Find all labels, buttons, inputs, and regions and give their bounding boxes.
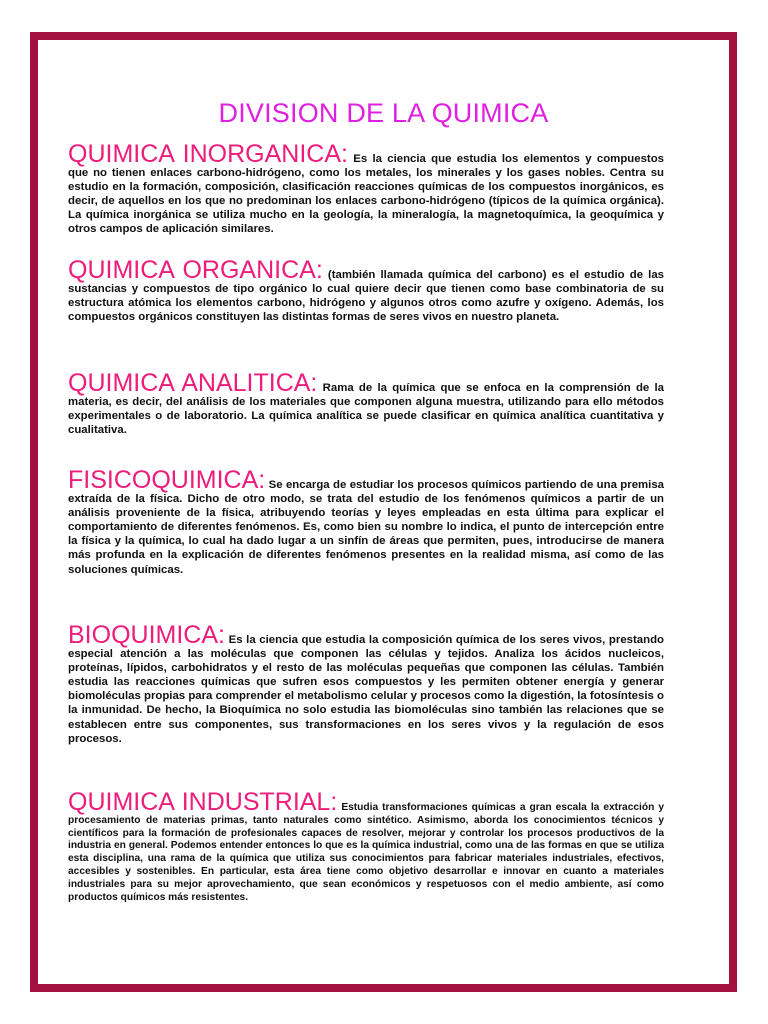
section-body: Rama de la química que se enfoca en la comprensión de la materia, es decir, del análisis de los materiales que componen alguna muestra, utilizando para ello métodos experimentales o de laboratorio. La química analítica se puede clasificar en química analítica cuantitativa y cualitativa. (68, 382, 665, 437)
section-paragraph (68, 790, 664, 904)
section-paragraph (68, 468, 664, 577)
section-quimica-industrial (68, 790, 664, 904)
section-bioquimica (68, 623, 664, 746)
section-paragraph (68, 371, 664, 437)
section-paragraph (68, 258, 664, 324)
section-heading: QUIMICA ANALITICA: (68, 369, 318, 397)
section-body: Estudia transformaciones químicas a gran escala la extracción y procesamiento de materias primas, tanto naturales como sintético. Asimismo, aborda los conocimientos técnicos y científicos para la formación de profesionales capaces de resolver, mejorar y controlar los procesos productivos de la industria en general. Podemos entender entonces lo que es la química industrial, como una de las formas en que se utiliza esta disciplina, una rama de la química que utiliza sus conocimientos para fabricar materiales industriales, efectivos, accesibles y sostenibles. En particular, esta área tiene como objetivo desarrollar e innovar en cuanto a materiales industriales para su mejor aprovechamiento, que sean económicos y respetuosos con el medio ambiente, así como productos químicos más resistentes. (68, 802, 665, 903)
section-body: Es la ciencia que estudia la composición química de los seres vivos, prestando especial atención a las moléculas que componen las células y tejidos. Analiza los ácidos nucleicos, proteínas, lípidos, carbohidratos y el resto de las moléculas pequeñas que componen las células. También estudia las reacciones químicas que sufren esos compuestos y les permiten obtener energía y generar biomoléculas propias para comprender el metabolismo celular y procesos como la digestión, la fotosíntesis o la inmunidad. De hecho, la Bioquímica no solo estudia las biomoléculas sino también las relaciones que se establecen entre sus componentes, sus transformaciones en los seres vivos y la regulación de esos procesos. (68, 634, 664, 745)
section-quimica-organica (68, 258, 664, 324)
section-paragraph (68, 142, 664, 237)
section-heading: QUIMICA ORGANICA: (68, 256, 323, 284)
section-quimica-inorganica (68, 142, 664, 237)
section-fisicoquimica (68, 468, 664, 577)
section-heading: QUIMICA INDUSTRIAL: (68, 788, 338, 816)
page-title: DIVISION DE LA QUIMICA (218, 98, 549, 128)
section-paragraph (68, 623, 664, 746)
section-quimica-analitica (68, 371, 664, 437)
section-body: Se encarga de estudiar los procesos químicos partiendo de una premisa extraída de la física. Dicho de otro modo, se trata del estudio de los fenómenos químicos a partir de un análisis proveniente de la física, atribuyendo teorías y leyes empleadas en esta última para explicar el comportamiento de diferentes fenómenos. Es, como bien su nombre lo indica, el punto de intercepción entre la física y la química, lo cual ha dado lugar a un sinfín de áreas que permiten, pues, introducirse de manera más profunda en la explicación de diferentes fenómenos presentes en la realidad misma, así como de las soluciones químicas. (68, 479, 664, 576)
section-heading: BIOQUIMICA: (68, 621, 225, 649)
section-body: (también llamada química del carbono) es el estudio de las sustancias y compuestos de tipo orgánico lo cual quiere decir que tienen como base combinatoria de su estructura atómica los elementos carbono, hidrógeno y algunos otros como azufre y oxígeno. Además, los compuestos orgánicos constituyen las distintas formas de seres vivos en nuestro planeta. (68, 269, 664, 324)
section-body: Es la ciencia que estudia los elementos y compuestos que no tienen enlaces carbono-hidrógeno, como los metales, los minerales y los gases nobles. Centra su estudio en la formación, composición, clasificación reacciones químicas de los compuestos inorgánicos, es decir, de aquellos en los que no predominan los enlaces carbono-hidrógeno (típicos de la química orgánica). La química inorgánica se utiliza mucho en la geología, la mineralogía, la magnetoquímica, la geoquímica y otros campos de aplicación similares. (68, 153, 664, 236)
section-heading: FISICOQUIMICA: (68, 466, 266, 494)
section-heading: QUIMICA INORGANICA: (68, 140, 348, 168)
